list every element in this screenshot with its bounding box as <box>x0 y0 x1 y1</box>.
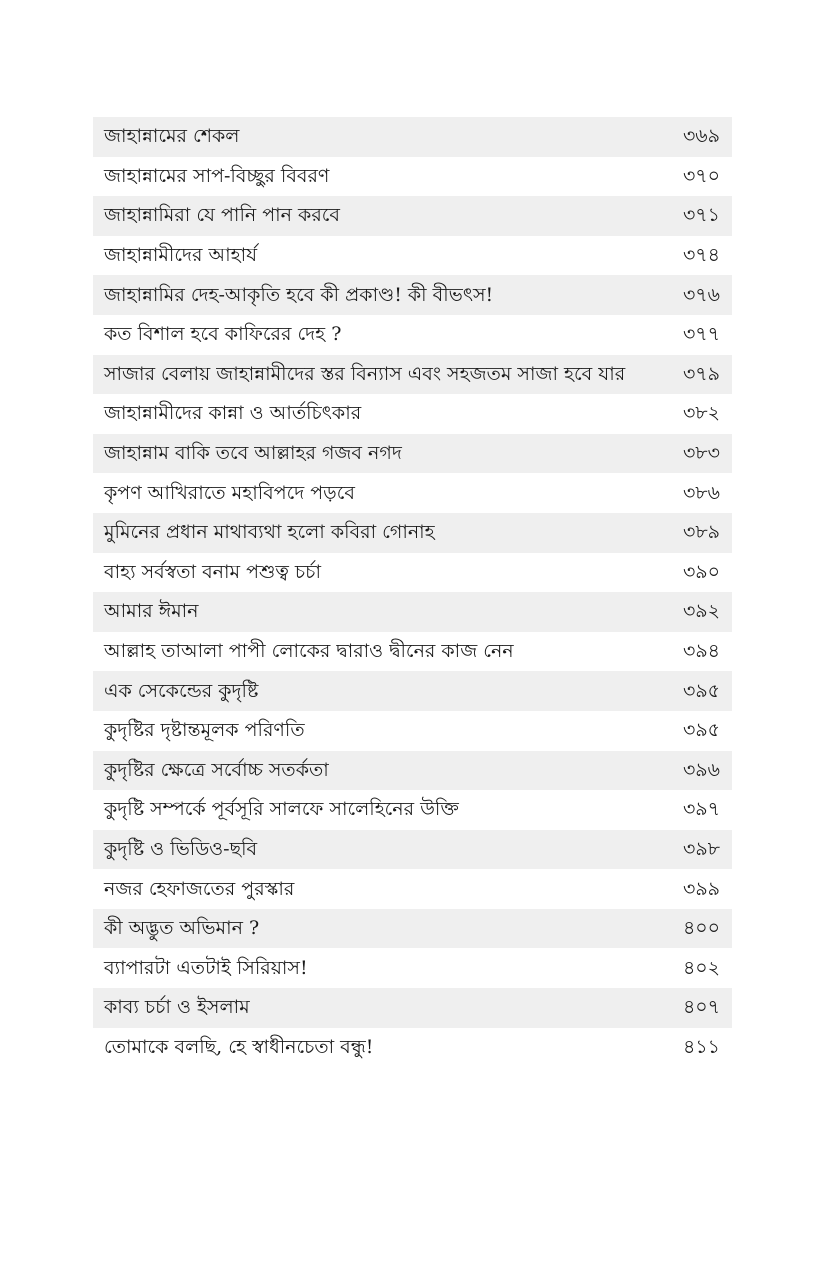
toc-entry <box>93 196 732 236</box>
toc-entry <box>93 355 732 395</box>
toc-entry-page: ৩৮৩ <box>682 442 720 465</box>
toc-entry-title: জাহান্নামীদের আহার্য <box>104 244 258 267</box>
toc-entry <box>93 553 732 593</box>
toc-entry-title: তোমাকে বলছি, হে স্বাধীনচেতা বন্ধু! <box>104 1035 374 1058</box>
toc-entry-title: আমার ঈমান <box>104 600 199 623</box>
toc-entry <box>93 830 732 870</box>
toc-entry-title: কুদৃষ্টি সম্পর্কে পূর্বসূরি সালফে সালেহিনের উক্তি <box>104 798 459 821</box>
toc-entry <box>93 434 732 474</box>
toc-entry-page: ৩৯০ <box>682 560 720 583</box>
toc-entry <box>93 751 732 791</box>
toc-entry-page: ৩৯২ <box>682 600 720 623</box>
toc-entry <box>93 275 732 315</box>
toc-entry-page: ৩৭১ <box>682 204 720 227</box>
toc-entry-page: ৩৮৬ <box>682 481 720 504</box>
toc-entry-title: বাহ্য সর্বস্বতা বনাম পশুত্ব চর্চা <box>104 560 321 583</box>
toc-entry <box>93 1028 732 1068</box>
toc-entry <box>93 909 732 949</box>
toc-entry-title: জাহান্নামির দেহ-আকৃতি হবে কী প্রকাণ্ড! কী বীভৎস! <box>104 283 494 306</box>
toc-entry-page: ৩৭৪ <box>682 244 720 267</box>
toc-entry <box>93 988 732 1028</box>
toc-entry <box>93 592 732 632</box>
toc-entry <box>93 236 732 276</box>
toc-entry <box>93 711 732 751</box>
toc-entry-title: কাব্য চর্চা ও ইসলাম <box>104 996 250 1019</box>
toc-entry-title: জাহান্নাম বাকি তবে আল্লাহর গজব নগদ <box>104 442 402 465</box>
toc-entry-page: ৪০২ <box>682 956 720 979</box>
toc-entry-title: কুদৃষ্টির ক্ষেত্রে সর্বোচ্চ সতর্কতা <box>104 758 329 781</box>
toc-entry-title: কী অদ্ভুত অভিমান ? <box>104 917 260 940</box>
toc-entry-page: ৪০০ <box>682 917 720 940</box>
toc-entry-title: এক সেকেন্ডের কুদৃষ্টি <box>104 679 259 702</box>
toc-entry <box>93 473 732 513</box>
toc-entry <box>93 117 732 157</box>
toc-entry-title: জাহান্নামের সাপ-বিচ্ছুর বিবরণ <box>104 164 330 187</box>
toc-entry-title: ব্যাপারটা এতটাই সিরিয়াস! <box>104 956 308 979</box>
toc-entry-page: ৩৭৭ <box>682 323 720 346</box>
toc-entry <box>93 394 732 434</box>
toc-entry-title: জাহান্নামিরা যে পানি পান করবে <box>104 204 340 227</box>
toc-entry-page: ৩৭৬ <box>682 283 720 306</box>
toc-entry-title: জাহান্নামীদের কান্না ও আর্তচিৎকার <box>104 402 362 425</box>
toc-entry-page: ৩৮২ <box>682 402 720 425</box>
toc-entry-title: কুদৃষ্টির দৃষ্টান্তমূলক পরিণতি <box>104 719 305 742</box>
toc-entry-page: ৩৯৫ <box>682 719 720 742</box>
toc-entry <box>93 513 732 553</box>
toc-entry-title: আল্লাহ তাআলা পাপী লোকের দ্বারাও দ্বীনের কাজ নেন <box>104 640 514 663</box>
toc-entry-page: ৩৯৭ <box>682 798 720 821</box>
toc-entry <box>93 869 732 909</box>
toc-entry-page: ৩৮৯ <box>682 521 720 544</box>
toc-entry-page: ৩৯৮ <box>682 837 720 860</box>
toc-entry <box>93 632 732 672</box>
toc-entry <box>93 948 732 988</box>
toc-entry-title: কুদৃষ্টি ও ভিডিও-ছবি <box>104 837 258 860</box>
toc-entry-page: ৩৯৯ <box>682 877 720 900</box>
toc-entry-title: জাহান্নামের শেকল <box>104 125 240 148</box>
toc-entry-page: ৪০৭ <box>682 996 720 1019</box>
toc-entry-title: কত বিশাল হবে কাফিরের দেহ ? <box>104 323 342 346</box>
toc-entry-page: ৩৯৬ <box>682 758 720 781</box>
toc-entry-title: কৃপণ আখিরাতে মহাবিপদে পড়বে <box>104 481 355 504</box>
toc-entry <box>93 671 732 711</box>
toc-entry-page: ৩৯৪ <box>682 640 720 663</box>
toc-entry-title: সাজার বেলায় জাহান্নামীদের স্তর বিন্যাস এবং সহজতম সাজা হবে যার <box>104 362 626 385</box>
toc-entry-page: ৩৬৯ <box>682 125 720 148</box>
toc-entry <box>93 157 732 197</box>
toc-entry-page: ৩৭৯ <box>682 362 720 385</box>
toc-entry-page: ৩৯৫ <box>682 679 720 702</box>
toc-entry <box>93 790 732 830</box>
toc-entry-page: ৪১১ <box>683 1035 720 1058</box>
toc-entry-title: নজর হেফাজতের পুরস্কার <box>104 877 295 900</box>
toc-entry <box>93 315 732 355</box>
toc-entry-title: মুমিনের প্রধান মাথাব্যথা হলো কবিরা গোনাহ <box>104 521 435 544</box>
table-of-contents <box>93 117 732 1067</box>
toc-entry-page: ৩৭০ <box>682 164 720 187</box>
